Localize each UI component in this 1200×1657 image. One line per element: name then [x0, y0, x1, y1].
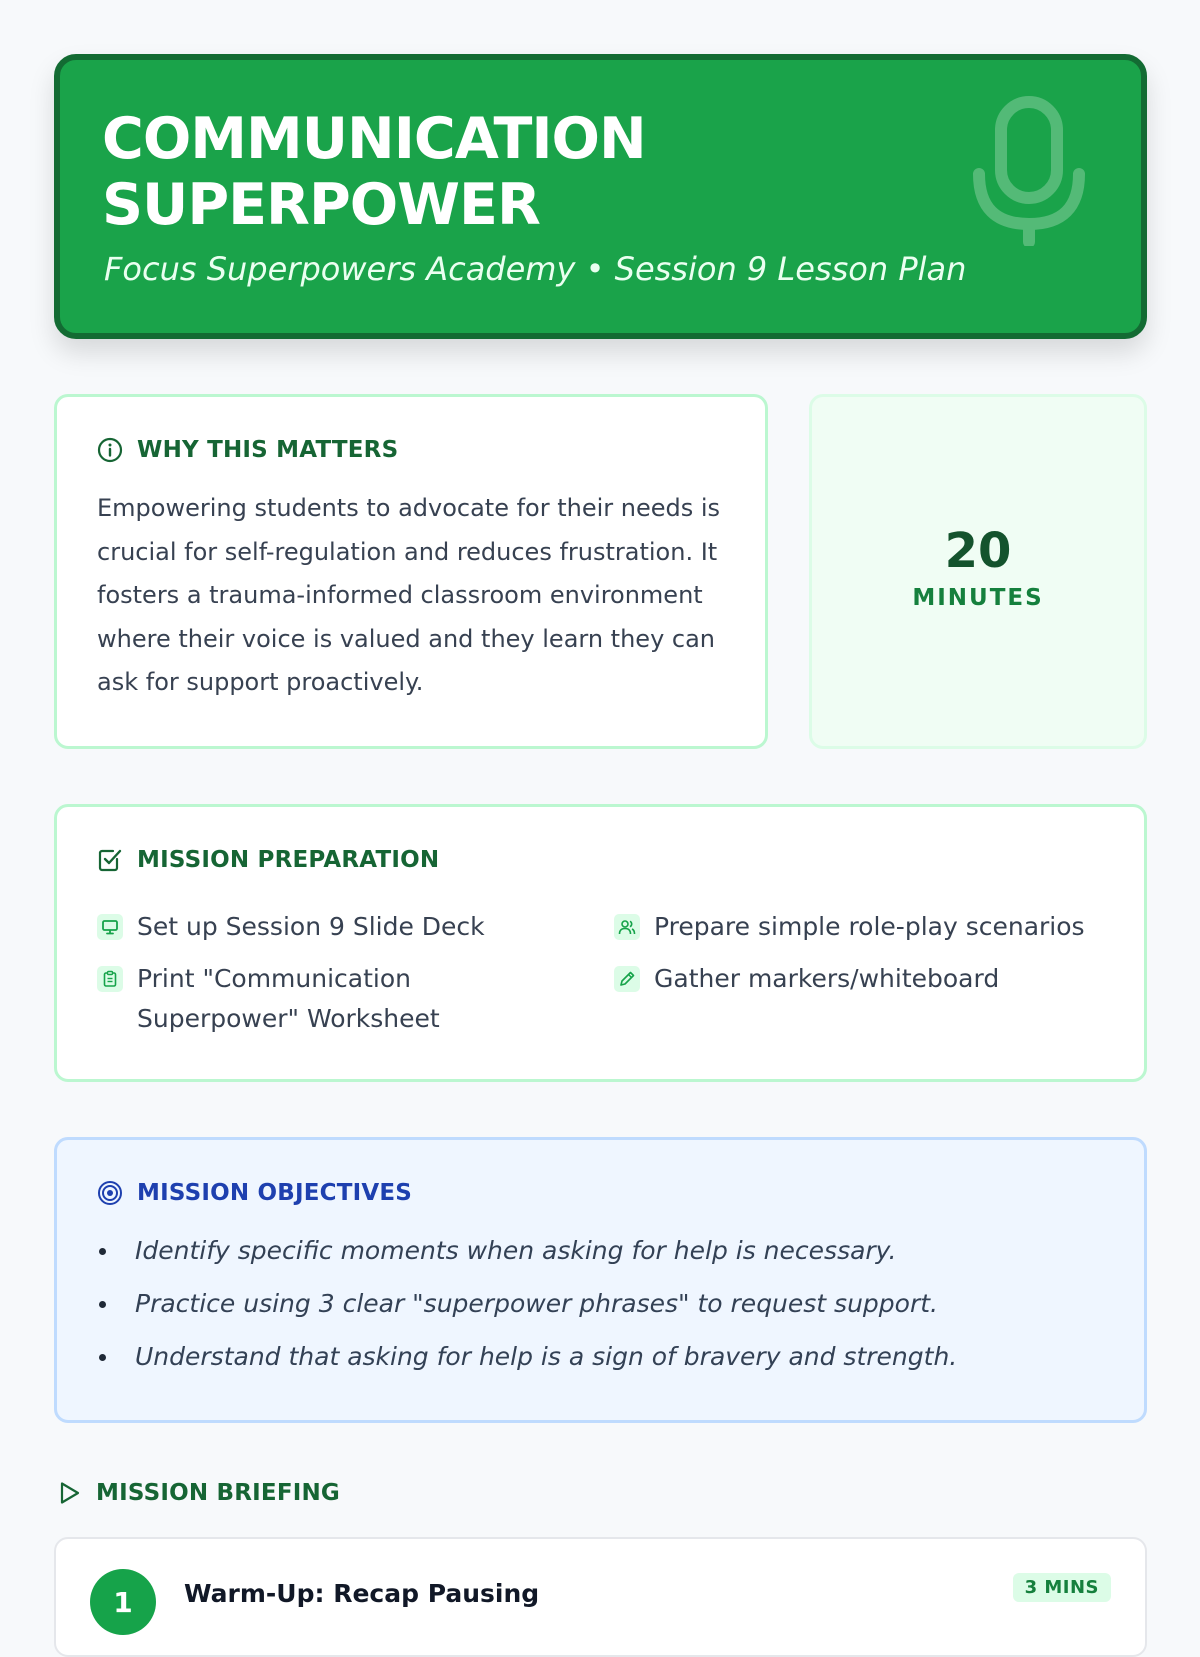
duration-label: MINUTES [912, 585, 1044, 611]
play-icon [56, 1480, 82, 1506]
pencil-icon [614, 966, 640, 992]
microphone-icon [973, 96, 1085, 246]
mission-objectives-heading [97, 1180, 1104, 1206]
prep-item-label: Set up Session 9 Slide Deck [137, 912, 485, 941]
mission-preparation-card [54, 804, 1147, 1082]
prep-item-label: Print "Communication Superpower" Worksheet [137, 964, 440, 1033]
prep-item-markers [614, 959, 1104, 999]
info-icon [97, 437, 123, 463]
page-title-line2: SUPERPOWER [102, 172, 540, 238]
page-subtitle: Focus Superpowers Academy • Session 9 Lesson Plan [104, 250, 967, 288]
target-icon [97, 1180, 123, 1206]
mission-briefing-heading [56, 1480, 340, 1506]
duration-card [809, 394, 1147, 749]
mission-objectives-card [54, 1137, 1147, 1423]
step-duration-badge: 3 MINS [1013, 1573, 1111, 1602]
page-title-line1: COMMUNICATION [102, 106, 646, 172]
step-title: Warm-Up: Recap Pausing [184, 1579, 540, 1608]
monitor-icon [97, 914, 123, 940]
mission-preparation-heading [97, 847, 1104, 873]
objective-item: Identify specific moments when asking for help is necessary. [97, 1224, 1104, 1277]
prep-item-role-play [614, 907, 1104, 947]
mission-preparation-title: MISSION PREPARATION [137, 847, 440, 873]
mission-briefing-title: MISSION BRIEFING [96, 1480, 341, 1506]
prep-item-label: Gather markers/whiteboard [654, 964, 1000, 993]
users-icon [614, 914, 640, 940]
why-this-matters-card [54, 394, 768, 749]
step-number: 1 [90, 1569, 156, 1635]
clipboard-icon [97, 966, 123, 992]
duration-value: 20 [944, 523, 1012, 579]
mission-objectives-title: MISSION OBJECTIVES [137, 1180, 413, 1206]
why-this-matters-text: Empowering students to advocate for their needs is crucial for self-regulation and reduces frustration. It fosters a trauma-informed classroom environment where their voice is valued and they learn they can ask for support proactively. [97, 494, 721, 696]
objective-item: Understand that asking for help is a sign of bravery and strength. [97, 1330, 1104, 1383]
prep-item-slide-deck [97, 907, 577, 947]
page-title [102, 106, 646, 238]
why-this-matters-title: WHY THIS MATTERS [137, 437, 399, 463]
lesson-header [54, 54, 1147, 339]
objectives-list [97, 1224, 1104, 1383]
briefing-step-card[interactable] [54, 1537, 1147, 1657]
prep-item-worksheet [97, 959, 577, 1039]
objective-item: Practice using 3 clear "superpower phrases" to request support. [97, 1277, 1104, 1330]
why-this-matters-heading [97, 437, 725, 463]
prep-item-label: Prepare simple role-play scenarios [654, 912, 1085, 941]
checkbox-icon [97, 847, 123, 873]
